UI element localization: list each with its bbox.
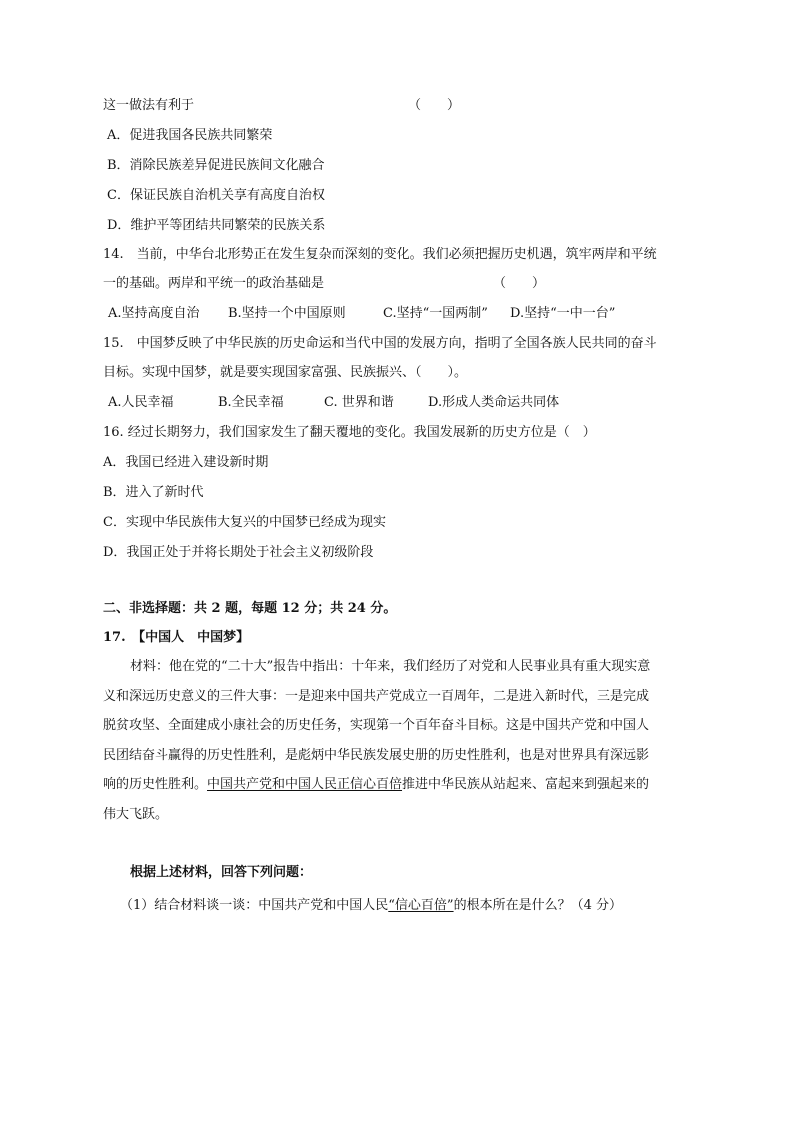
q13-option-a: A．促进我国各民族共同繁荣: [107, 128, 273, 143]
q14-stem-line1: 14. 当前，中华台北形势正在发生复杂而深刻的变化。我们必须把握历史机遇，筑牢两岸和平统: [103, 247, 657, 262]
q15-stem-line1: 15. 中国梦反映了中华民族的历史命运和当代中国的发展方向，指明了全国各族人民共同的奋斗: [103, 336, 657, 351]
q15-option-b: B.全民幸福: [218, 395, 284, 410]
q14-answer-paren: （ ）: [493, 276, 546, 291]
q14-option-d: D.坚持“一中一台”: [510, 306, 616, 321]
q17-line5-pre: 响的历史性胜利。: [103, 777, 208, 792]
q17-sub1-pre: （1）结合材料谈一谈：中国共产党和中国人民: [120, 898, 389, 913]
q17-line5-post: 推进中华民族从站起来、富起来到强起来的: [402, 777, 650, 792]
q13-answer-paren: （ ）: [408, 98, 461, 113]
q13-stem-tail: 这一做法有利于: [103, 98, 195, 113]
q15-option-d: D.形成人类命运共同体: [428, 395, 560, 410]
q14-option-a: A.坚持高度自治: [108, 306, 200, 321]
q17-title: 17. 【中国人 中国梦】: [103, 630, 250, 645]
q17-material-line6: 伟大飞跃。: [103, 807, 169, 822]
q13-option-c: C．保证民族自治机关享有高度自治权: [107, 188, 325, 203]
q14-option-b: B.坚持一个中国原则: [228, 306, 346, 321]
q17-sub1: [120, 896, 622, 916]
q17-line5-underlined: 中国共产党和中国人民正信心百倍: [207, 777, 403, 792]
q13-option-b: B．消除民族差异促进民族间文化融合: [107, 158, 325, 173]
q15-stem-line2: 目标。实现中国梦，就是要实现国家富强、民族振兴、（ ）。: [103, 365, 468, 380]
q17-material-line5: [103, 775, 649, 795]
q17-material-line4: 民团结奋斗赢得的历史性胜利，是彪炳中华民族发展史册的历史性胜利，也是对世界具有深远影: [103, 748, 650, 763]
q16-option-b: B．进入了新时代: [103, 485, 204, 500]
q14-option-c: C.坚持“一国两制”: [383, 306, 488, 321]
q17-material-line3: 脱贫攻坚、全面建成小康社会的历史任务，实现第一个百年奋斗目标。这是中国共产党和中国人: [103, 718, 650, 733]
q17-material-line2: 义和深远历史意义的三件大事：一是迎来中国共产党成立一百周年，二是进入新时代，三是完成: [103, 689, 650, 704]
q17-prompt: 根据上述材料，回答下列问题：: [130, 865, 313, 880]
section2-heading: 二、非选择题：共 2 题，每题 12 分；共 24 分。: [103, 601, 397, 616]
q17-sub1-post: 的根本所在是什么？（4 分）: [453, 898, 622, 913]
q15-option-a: A.人民幸福: [108, 395, 174, 410]
q16-option-c: C．实现中华民族伟大复兴的中国梦已经成为现实: [103, 515, 386, 530]
q16-option-a: A．我国已经进入建设新时期: [103, 455, 269, 470]
q17-material-line1: 材料：他在党的“二十大”报告中指出：十年来，我们经历了对党和人民事业具有重大现实意: [130, 659, 651, 674]
q13-option-d: D．维护平等团结共同繁荣的民族关系: [107, 218, 326, 233]
q14-stem-line2: 一的基础。两岸和平统一的政治基础是: [103, 276, 325, 291]
q16-stem: 16. 经过长期努力，我们国家发生了翻天覆地的变化。我国发展新的历史方位是（ ）: [103, 425, 596, 440]
q16-option-d: D．我国正处于并将长期处于社会主义初级阶段: [103, 545, 374, 560]
q15-option-c: C. 世界和谐: [324, 395, 394, 410]
q17-sub1-underlined: “信心百倍”: [388, 898, 454, 913]
